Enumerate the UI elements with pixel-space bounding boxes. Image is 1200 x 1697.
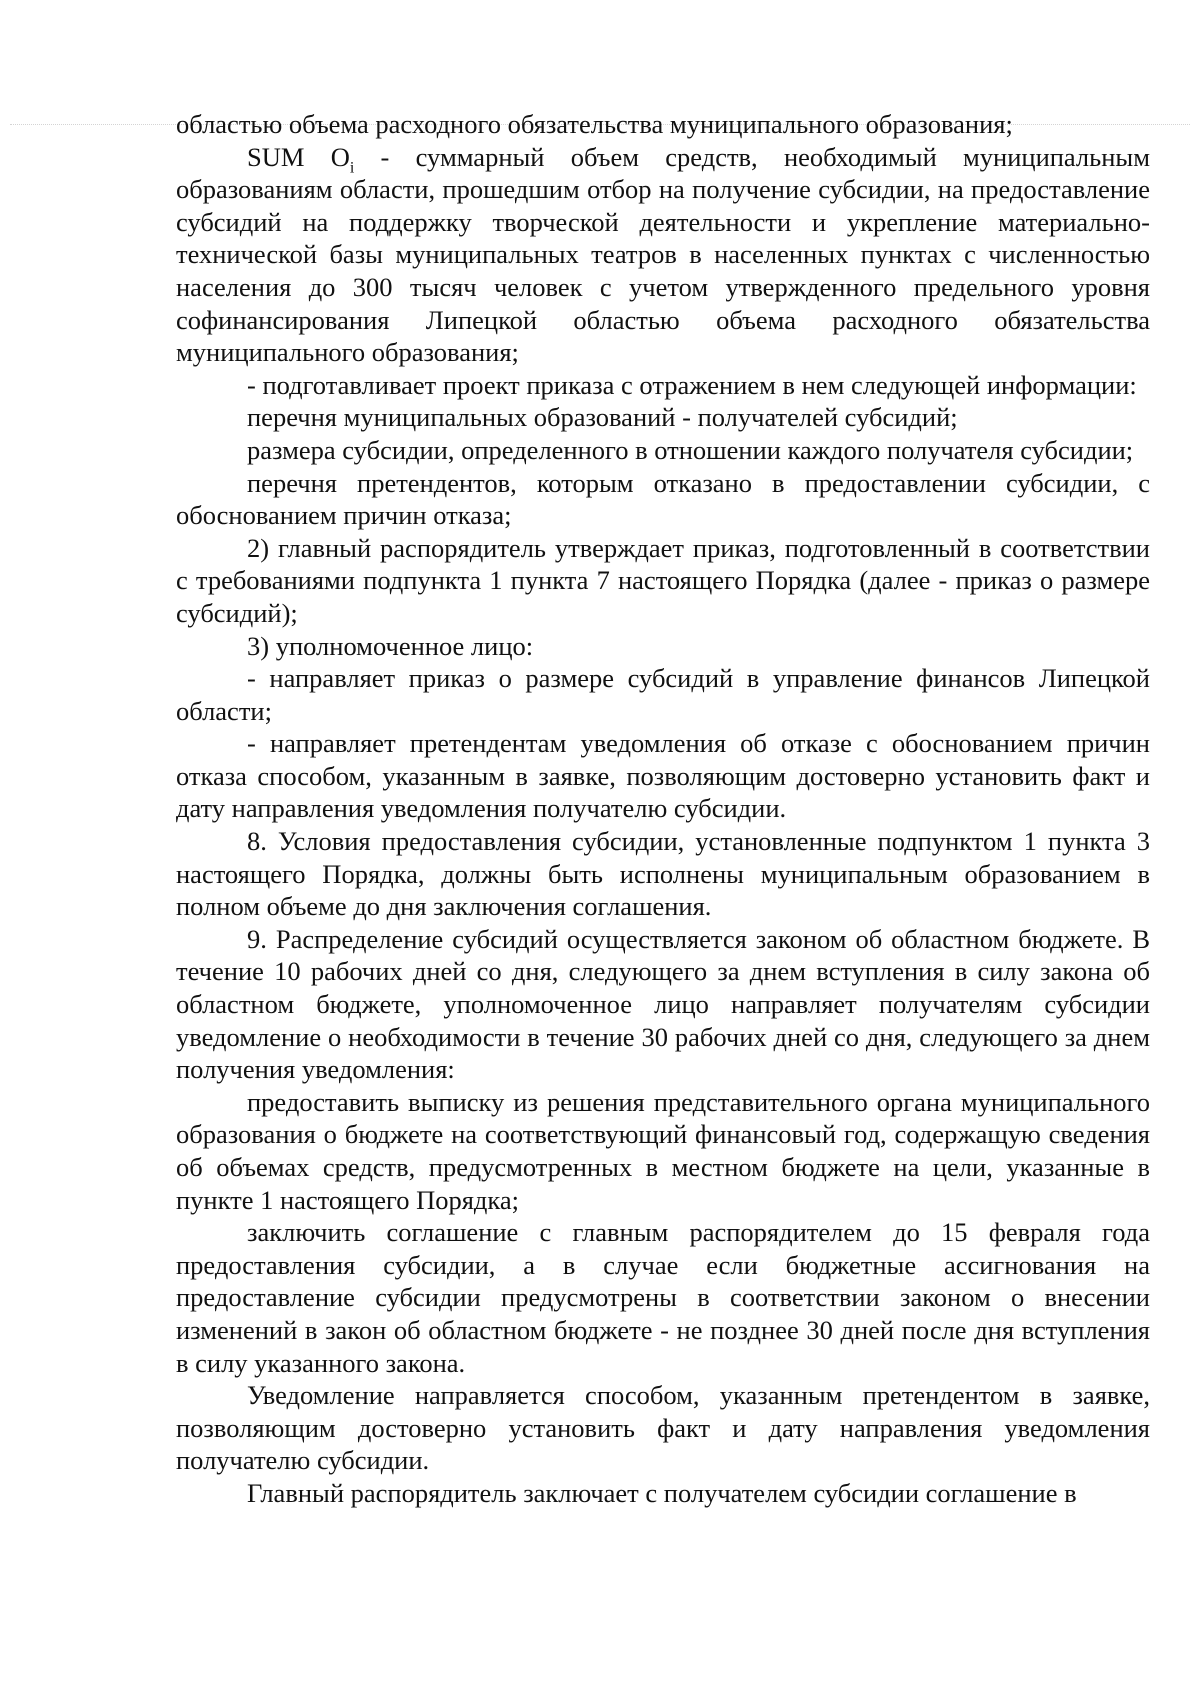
paragraph-11: 8. Условия предоставления субсидии, установленные подпунктом 1 пункта 3 настоящего Порядка, должны быть исполнены муниципальным образованием в полном объеме до дня заключения соглашения. bbox=[176, 826, 1150, 922]
paragraph-1: областью объема расходного обязательства муниципального образования; bbox=[176, 109, 1013, 139]
paragraph-5: размера субсидии, определенного в отношении каждого получателя субсидии; bbox=[247, 434, 1134, 465]
paragraph-12: 9. Распределение субсидий осуществляется законом об областном бюджете. В течение 10 рабочих дней со дня, следующего за днем вступления в силу закона об областном бюджете, уполномоченное лицо направляет получателям субсидии уведомление о необходимости в течение 30 рабочих дней со дня, следующего за днем получения уведомления: bbox=[176, 923, 1150, 1085]
paragraph-15: Уведомление направляется способом, указанным претендентом в заявке, позволяющим достоверно установить факт и дату направления уведомления получателю субсидии. bbox=[176, 1380, 1150, 1476]
sum-oi-subscript: i bbox=[349, 158, 355, 176]
paragraph-6: перечня претендентов, которым отказано в предоставлении субсидии, с обоснованием причин отказа; bbox=[176, 467, 1150, 531]
paragraph-14: заключить соглашение с главным распорядителем до 15 февраля года предоставления субсидии, а в случае если бюджетные ассигнования на предоставление субсидии предусмотрены в соответствии законом о внесении изменений в закон об областном бюджете - не позднее 30 дней после дня вступления в силу указанного закона. bbox=[176, 1217, 1150, 1378]
paragraph-10: - направляет претендентам уведомления об отказе с обоснованием причин отказа способом, указанным в заявке, позволяющим достоверно установить факт и дату направления уведомления получателю субсидии. bbox=[176, 728, 1150, 824]
paragraph-4: перечня муниципальных образований - получателей субсидий; bbox=[247, 402, 958, 433]
paragraph-7: 2) главный распорядитель утверждает приказ, подготовленный в соответствии с требованиями подпункта 1 пункта 7 настоящего Порядка (далее - приказ о размере субсидий); bbox=[176, 532, 1150, 628]
sum-oi-prefix: SUM O bbox=[247, 141, 350, 172]
paragraph-9: - направляет приказ о размере субсидий в управление финансов Липецкой области; bbox=[176, 663, 1150, 726]
paragraph-sum-oi bbox=[176, 141, 1150, 369]
paragraph-8: 3) уполномоченное лицо: bbox=[247, 630, 534, 661]
paragraph-13: предоставить выписку из решения представительного органа муниципального образования о бюджете на соответствующий финансовый год, содержащую сведения об объемах средств, предусмотренных в местном бюджете на цели, указанные в пункте 1 настоящего Порядка; bbox=[176, 1086, 1150, 1215]
paragraph-3: - подготавливает проект приказа с отражением в нем следующей информации: bbox=[247, 369, 1137, 400]
sum-oi-definition: - суммарный объем средств, необходимый муниципальным образованиям области, прошедшим отбор на получение субсидии, на предоставление субсидий на поддержку творческой деятельности и укрепление материально-технической базы муниципальных театров в населенных пунктах с численностью населения до 300 тысяч человек с учетом утвержденного предельного уровня софинансирования Липецкой областью объема расходного обязательства муниципального образования; bbox=[176, 141, 1150, 368]
paragraph-16: Главный распорядитель заключает с получателем субсидии соглашение в bbox=[247, 1477, 1077, 1508]
document-body bbox=[176, 108, 1150, 1510]
